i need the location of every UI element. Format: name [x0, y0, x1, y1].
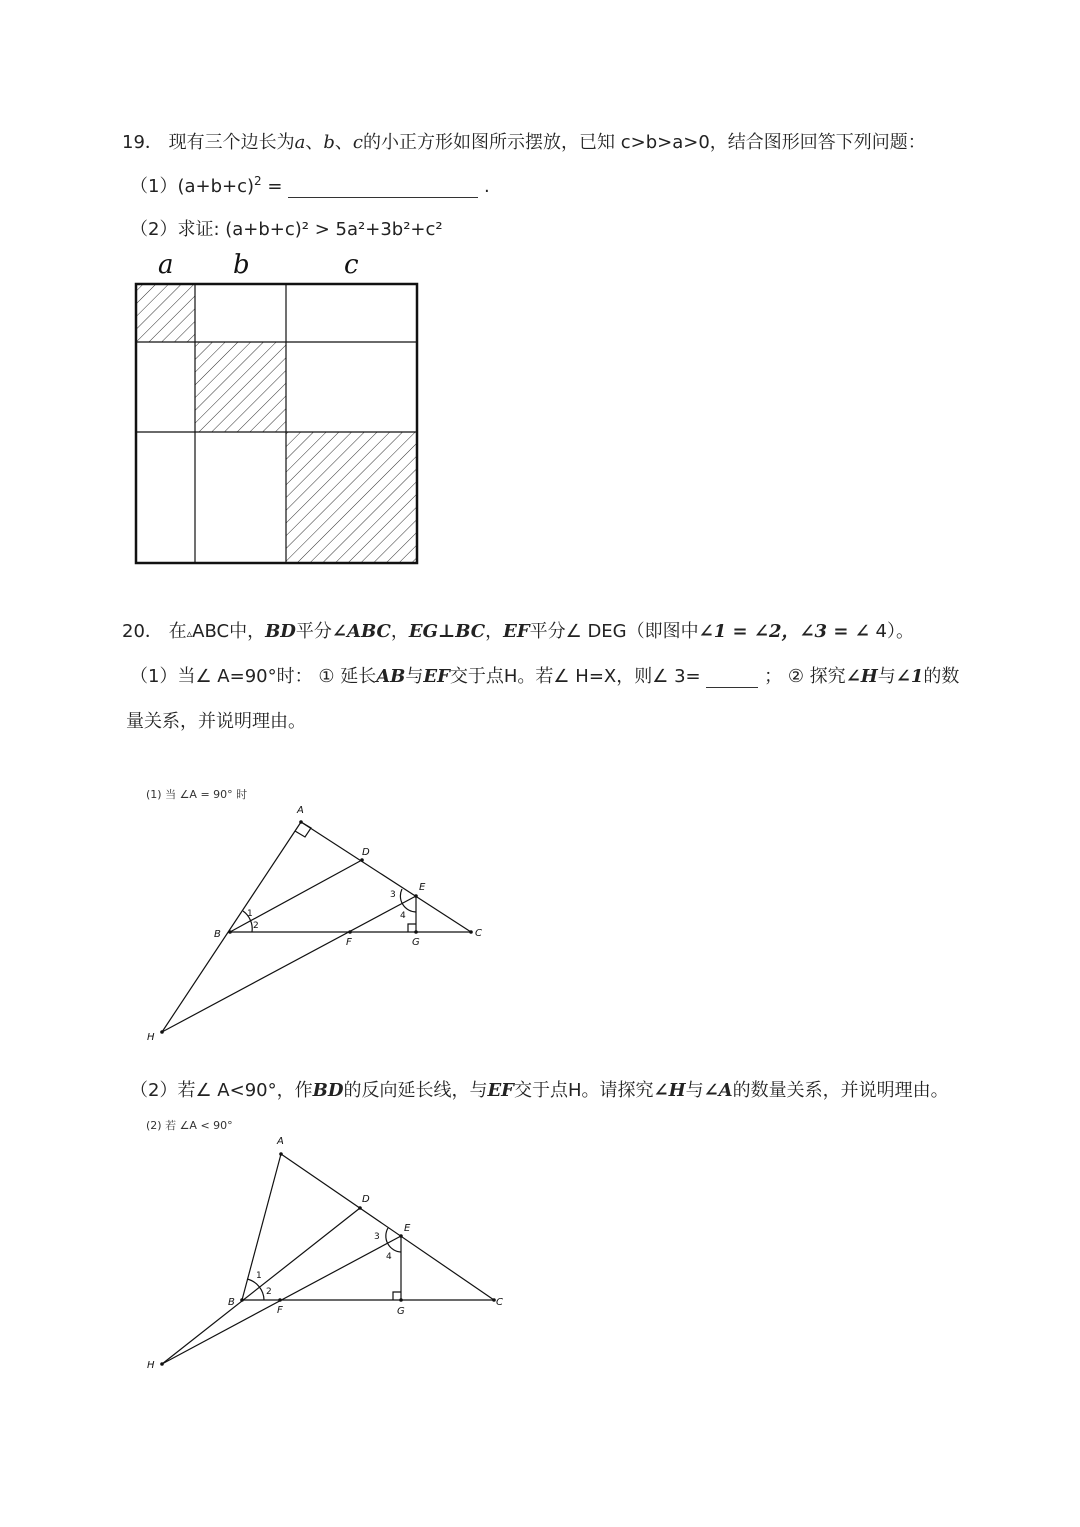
q20-stem-t7: 4）。 [869, 621, 914, 642]
q20-stem-t1: 在 [168, 621, 187, 642]
q19-part1-answer-blank[interactable] [288, 177, 478, 198]
q19-stem [122, 128, 926, 154]
q20-stem-t2: ABC中， [192, 621, 266, 642]
fig1-label-a: A [297, 805, 304, 816]
line-ah [162, 822, 301, 1032]
q20-math-ef: EF [503, 621, 530, 642]
q19-square-figure [128, 248, 428, 568]
fig2-label-h: H [147, 1360, 155, 1371]
fig1-label-f: F [346, 937, 352, 948]
q20-p1-t1: （1）当∠ A=90°时： ① 延长 [130, 666, 377, 687]
fig2-label-g: G [397, 1306, 405, 1317]
fig1-angle-2: 2 [253, 921, 259, 931]
fig2-angle-1: 1 [256, 1271, 262, 1281]
q20-p2-a: ∠A [703, 1080, 733, 1101]
q19-part1-end: . [483, 176, 490, 197]
q19-number: 19． [122, 132, 163, 153]
q20-math-bd: BD [265, 621, 296, 642]
q19-var-a: a [294, 132, 306, 153]
fig1-caption: (1) 当 ∠A = 90° 时 [146, 788, 248, 801]
q19-sep2: 、 [334, 132, 353, 153]
q20-part1-answer-blank[interactable] [706, 667, 758, 688]
q20-math-abc: ∠ABC [331, 621, 391, 642]
side-ac [281, 1154, 494, 1300]
q20-p2-bd: BD [312, 1080, 344, 1101]
q19-stem-post: 的小正方形如图所示摆放，已知 c>b>a>0，结合图形回答下列问题： [363, 132, 926, 153]
q20-part1 [130, 662, 959, 688]
right-angle-a [295, 822, 311, 837]
q20-p1-t2: 与 [405, 666, 424, 687]
q20-p1-t6: 的数 [923, 666, 960, 687]
q20-p1-t5: 与 [877, 666, 896, 687]
hatched-square-a [136, 284, 195, 342]
fig2-angle-3: 3 [374, 1232, 380, 1242]
q20-figure-1 [140, 782, 540, 1052]
side-ac [301, 822, 471, 932]
q19-part2: （2）求证: (a+b+c)² > 5a²+3b²+c² [130, 219, 443, 240]
q20-part1-line2: 量关系，并说明理由。 [126, 711, 306, 732]
q20-p1-angle1: ∠1 [895, 666, 924, 687]
line-eh [162, 896, 416, 1032]
fig2-angle-2: 2 [266, 1287, 272, 1297]
q19-sep1: 、 [305, 132, 324, 153]
q20-stem-t3: 平分 [295, 621, 332, 642]
q20-number: 20． [122, 621, 163, 642]
q20-p2-t2: 的反向延长线，与 [343, 1080, 488, 1101]
fig1-label-g: G [412, 937, 420, 948]
label-a: a [158, 250, 174, 280]
q20-p2-t3: 交于点H。请探究 [513, 1080, 654, 1101]
q20-p2-h: ∠H [653, 1080, 686, 1101]
fig1-label-b: B [214, 929, 221, 940]
fig2-label-c: C [496, 1297, 503, 1308]
q20-p2-ef: EF [487, 1080, 514, 1101]
segment-bd [230, 860, 362, 932]
q19-part1-expr: （1）(a+b+c) [130, 176, 255, 197]
q20-math-angles: ∠1 = ∠2，∠3 = ∠ [698, 621, 870, 642]
q20-stem-t6: 平分∠ DEG（即图中 [529, 621, 699, 642]
fig1-angle-3: 3 [390, 890, 396, 900]
q20-stem-t4: ， [390, 621, 409, 642]
q20-p1-ab: AB [376, 666, 406, 687]
fig1-label-e: E [419, 882, 426, 893]
hatched-square-c [286, 432, 417, 563]
fig2-label-e: E [404, 1223, 411, 1234]
fig1-label-d: D [362, 847, 370, 858]
fig1-points [160, 820, 473, 1034]
arc-angle-b [247, 1279, 264, 1300]
fig1-angle-1: 1 [247, 909, 253, 919]
triangle-symbol: ▵ [186, 627, 193, 640]
q20-p2-t1: （2）若∠ A<90°，作 [130, 1080, 313, 1101]
q20-p2-t5: 的数量关系，并说明理由。 [732, 1080, 949, 1101]
fig2-label-d: D [362, 1194, 370, 1205]
q20-p1-t3: 交于点H。若∠ H=X，则∠ 3= [449, 666, 701, 687]
q20-part2 [130, 1076, 949, 1102]
fig2-caption: (2) 若 ∠A < 90° [146, 1119, 233, 1132]
q20-p1-ef: EF [423, 666, 450, 687]
q20-math-eg: EG⊥BC [408, 621, 486, 642]
label-c: c [344, 250, 359, 280]
fig1-label-c: C [475, 928, 482, 939]
fig2-label-f: F [277, 1305, 283, 1316]
q20-p1-t4: ； ② 探究 [764, 666, 846, 687]
line-dh [162, 1208, 360, 1364]
fig2-points [160, 1152, 496, 1366]
fig1-angle-4: 4 [400, 911, 406, 921]
fig2-label-b: B [228, 1297, 235, 1308]
label-b: b [233, 250, 250, 280]
q19-part1-eq: = [261, 176, 283, 197]
q19-var-b: b [323, 132, 335, 153]
q19-part1 [130, 172, 490, 198]
fig2-label-a: A [277, 1136, 284, 1147]
q19-stem-pre: 现有三个边长为 [168, 132, 295, 153]
q19-part1-sup: 2 [254, 174, 262, 188]
q20-stem [122, 617, 914, 643]
fig1-label-h: H [147, 1032, 155, 1043]
q19-var-c: c [352, 132, 363, 153]
fig2-angle-4: 4 [386, 1252, 392, 1262]
q20-p2-t4: 与 [685, 1080, 704, 1101]
q20-stem-t5: ， [485, 621, 504, 642]
hatched-square-b [195, 342, 286, 432]
q20-figure-2 [140, 1112, 540, 1372]
q20-p1-h: ∠H [845, 666, 878, 687]
